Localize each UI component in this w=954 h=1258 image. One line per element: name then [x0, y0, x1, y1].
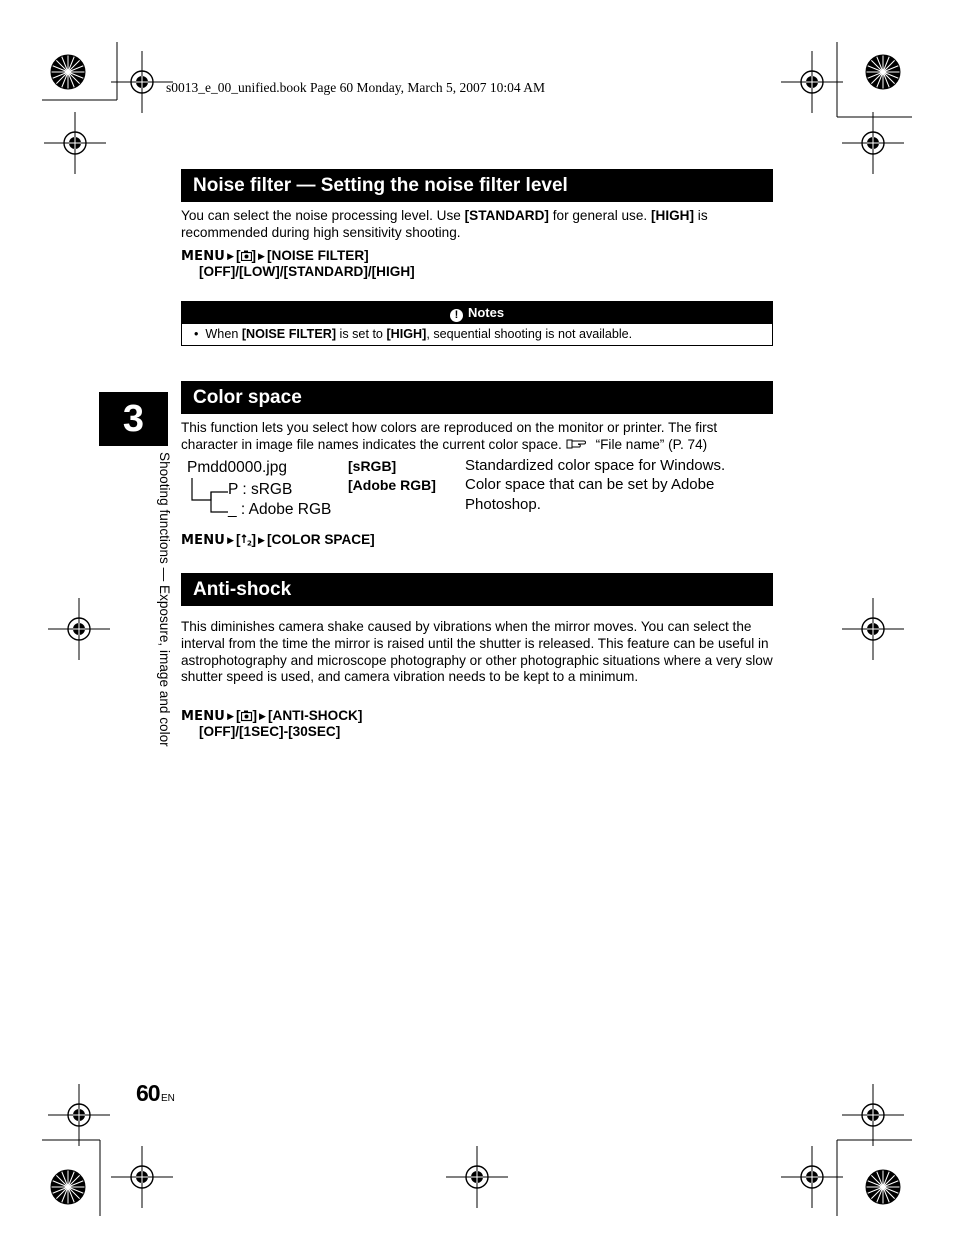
anti-shock-description: This diminishes camera shake caused by vibrations when the mirror moves. You can select the interval from the time the mirror is raised until the shutter is released. This feature can be useful in astrophotography and microscope photography or other photographic situations where a very slow shutter speed is used, and camera vibration needs to be kept to a minimum. [181, 619, 773, 685]
color-space-menu-path: MENU ▶ [ 2 ] ▶ [COLOR SPACE] [181, 532, 375, 548]
option-key-adobe-rgb: [Adobe RGB] [348, 477, 436, 493]
arrow-right-icon: ▶ [227, 251, 234, 261]
menu-label: MENU [181, 249, 226, 264]
arrow-right-icon: ▶ [259, 711, 266, 721]
color-space-description: This function lets you select how colors are reproduced on the monitor or printer. The first character in image file names indicates the current color space. “File name” (P. 74) [181, 420, 718, 452]
filename-example: Pmdd0000.jpg [187, 459, 287, 476]
option-key-srgb: [sRGB] [348, 458, 397, 474]
camera-menu-2-icon [241, 710, 253, 722]
page-number: 60 [136, 1080, 160, 1106]
notes-item: • When [NOISE FILTER] is set to [HIGH], sequential shooting is not available. [194, 327, 633, 341]
noise-filter-options: [OFF]/[LOW]/[STANDARD]/[HIGH] [199, 264, 415, 279]
camera-menu-1-icon [241, 250, 252, 261]
arrow-right-icon: ▶ [227, 711, 234, 721]
section-title-noise-filter: Noise filter — Setting the noise filter level [181, 169, 773, 202]
chapter-side-title: Shooting functions — Exposure, image and color [157, 452, 172, 747]
svg-text:2: 2 [246, 539, 252, 546]
menu-label: MENU [181, 533, 226, 548]
section-title-anti-shock: Anti-shock [181, 573, 773, 606]
anti-shock-menu-path: MENU ▶ [ ] ▶ [ANTI-SHOCK] [181, 708, 363, 724]
option-desc-adobe-rgb: Color space that can be set by Adobe Photoshop. [465, 476, 715, 513]
reference-hand-icon [566, 438, 588, 450]
page-language: EN [161, 1093, 175, 1104]
arrow-right-icon: ▶ [258, 535, 265, 545]
custom-menu-2-icon [241, 534, 252, 546]
notes-box [181, 301, 773, 346]
notes-heading: ! Notes [182, 302, 772, 324]
filename-adobe-legend: _ : Adobe RGB [228, 501, 332, 518]
option-desc-srgb: Standardized color space for Windows. [465, 457, 726, 474]
exclamation-icon: ! [450, 309, 463, 322]
arrow-right-icon: ▶ [258, 251, 265, 261]
section-title-color-space: Color space [181, 381, 773, 414]
chapter-tab: 3 [99, 392, 168, 446]
filename-diagram-lines [188, 478, 232, 518]
anti-shock-options: [OFF]/[1SEC]-[30SEC] [199, 724, 341, 739]
noise-filter-description: You can select the noise processing level. Use [STANDARD] for general use. [HIGH] is recommended during high sensitivity shooting. [181, 208, 708, 240]
arrow-right-icon: ▶ [227, 535, 234, 545]
noise-filter-menu-path: MENU ▶ [ ] ▶ [NOISE FILTER] [181, 248, 369, 264]
file-header: s0013_e_00_unified.book Page 60 Monday, March 5, 2007 10:04 AM [166, 80, 545, 95]
filename-srgb-legend: P : sRGB [228, 481, 293, 498]
menu-label: MENU [181, 709, 226, 724]
